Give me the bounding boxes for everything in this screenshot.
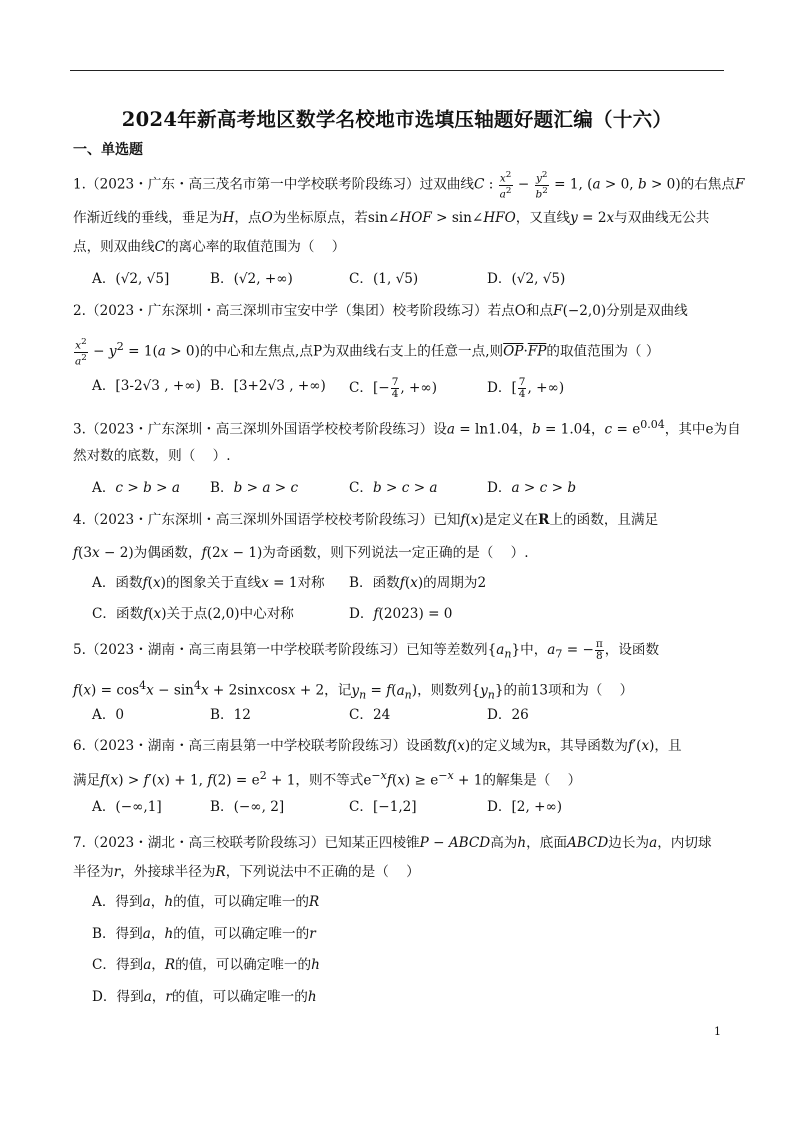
header-rule xyxy=(70,70,724,71)
question-4-line-2: f(3x − 2)为偶函数，f(2x − 1)为奇函数，则下列说法一定正确的是（ ）. xyxy=(73,545,529,561)
question-4-option-b[interactable]: B．函数f(x)的周期为2 xyxy=(349,575,487,591)
question-6-line-1: 6.（2023・湖南・高三南县第一中学校联考阶段练习）设函数f(x)的定义域为R，其导函数为f′(x)，且 xyxy=(73,738,682,754)
question-3-option-a[interactable]: A．c > b > a xyxy=(92,480,180,496)
question-5-line-1: 5.（2023・湖南・高三南县第一中学校联考阶段练习）已知等差数列$\{a_n\}$中，$a_7$ = − $\frac{\pi}{8}$ ，设函数 xyxy=(73,638,660,662)
question-7-line-2: 半径为r，外接球半径为R，下列说法中不正确的是（ ） xyxy=(73,864,420,880)
question-1-line-2: 作渐近线的垂线，垂足为H，点O为坐标原点，若sin∠HOF > sin∠HFO，又直线y = 2x与双曲线无公共 xyxy=(73,210,710,226)
question-4-option-d[interactable]: D．f(2023) = 0 xyxy=(349,606,453,622)
question-5-option-b[interactable]: B．12 xyxy=(210,707,251,723)
question-1-line-1: 1.（2023・广东・高三茂名市第一中学校联考阶段练习）过双曲线C : $\frac{x^2}{a^2}$ − $\frac{y^2}{b^2}$ = 1, (a > 0, b > 0)的右焦点F xyxy=(73,170,745,200)
page-number: 1 xyxy=(714,1025,721,1038)
question-3-option-d[interactable]: D．a > c > b xyxy=(487,480,577,496)
section-heading: 一、单选题 xyxy=(73,142,143,158)
question-2-option-d[interactable]: D．[ $\frac{7}{4}$ , +∞) xyxy=(487,376,565,400)
question-7-line-1: 7.（2023・湖北・高三校联考阶段练习）已知某正四棱锥P − ABCD高为h，底面ABCD边长为a，内切球 xyxy=(73,835,712,851)
question-6-line-2: 满足f(x) > f′(x) + 1, $f(2) = e^2 + 1$，则不等式$e^{-x}f(x) \ge e^{-x} + 1$的解集是（ ） xyxy=(73,769,582,789)
question-6-option-c[interactable]: C．[−1,2] xyxy=(349,799,417,815)
question-7-option-b[interactable]: B．得到a，h的值，可以确定唯一的r xyxy=(92,926,316,942)
question-2-option-b[interactable]: B．[3+2√3 , +∞) xyxy=(210,378,326,394)
question-2-line-2: $\frac{x^2}{a^2}$ − $y^2 = 1(a > 0)$的中心和左焦点,点P为双曲线右支上的任意一点,则$\overline{OP}\cdot\overline{FP}$的取值范围为（ ） xyxy=(75,337,660,368)
question-2-option-c[interactable]: C．[− $\frac{7}{4}$ , +∞) xyxy=(349,376,438,400)
question-4-option-c[interactable]: C．函数f(x)关于点(2,0)中心对称 xyxy=(92,606,294,622)
question-3-option-b[interactable]: B．b > a > c xyxy=(210,480,299,496)
question-5-line-2: $f(x) = \cos^4x - \sin^4x$ + 2sinxcosx + 2，记$y_n = f(a_n)$，则数列$\{y_n\}$的前13项和为（ ） xyxy=(73,679,634,702)
question-4-option-a[interactable]: A．函数f(x)的图象关于直线x = 1对称 xyxy=(92,575,325,591)
question-5-option-c[interactable]: C．24 xyxy=(349,707,391,723)
question-7-option-c[interactable]: C．得到a，R的值，可以确定唯一的h xyxy=(92,957,320,973)
question-6-option-a[interactable]: A．(−∞,1] xyxy=(92,799,162,815)
question-1-option-d[interactable]: D．(√2, √5) xyxy=(487,271,566,287)
question-7-option-d[interactable]: D．得到a，r的值，可以确定唯一的h xyxy=(92,989,317,1005)
question-2-option-a[interactable]: A．[3-2√3 , +∞) xyxy=(92,378,201,394)
question-1-line-3: 点，则双曲线C的离心率的取值范围为（ ） xyxy=(73,239,346,255)
question-6-option-b[interactable]: B．(−∞, 2] xyxy=(210,799,285,815)
question-6-option-d[interactable]: D．[2, +∞) xyxy=(487,799,563,815)
question-7-option-a[interactable]: A．得到a，h的值，可以确定唯一的R xyxy=(92,894,320,910)
question-3-line-2: 然对数的底数，则（ ）. xyxy=(73,448,231,464)
question-5-option-d[interactable]: D．26 xyxy=(487,707,529,723)
question-4-line-1: 4.（2023・广东深圳・高三深圳外国语学校校考阶段练习）已知f(x)是定义在R上的函数，且满足 xyxy=(73,512,659,528)
question-1-option-a[interactable]: A．(√2, √5] xyxy=(92,271,170,287)
question-1-option-c[interactable]: C．(1, √5) xyxy=(349,271,419,287)
question-3-line-1: 3.（2023・广东深圳・高三深圳外国语学校校考阶段练习）设a = ln1.04，b = 1.04，$c = e^{0.04}$，其中e为自 xyxy=(73,418,741,438)
question-3-option-c[interactable]: C．b > c > a xyxy=(349,480,438,496)
question-5-option-a[interactable]: A．0 xyxy=(92,707,125,723)
question-2-line-1: 2.（2023・广东深圳・高三深圳市宝安中学（集团）校考阶段练习）若点O和点F(−2,0)分别是双曲线 xyxy=(73,303,688,319)
page-title: 2024年新高考地区数学名校地市选填压轴题好题汇编（十六） xyxy=(121,108,673,131)
question-1-option-b[interactable]: B．(√2, +∞) xyxy=(210,271,293,287)
